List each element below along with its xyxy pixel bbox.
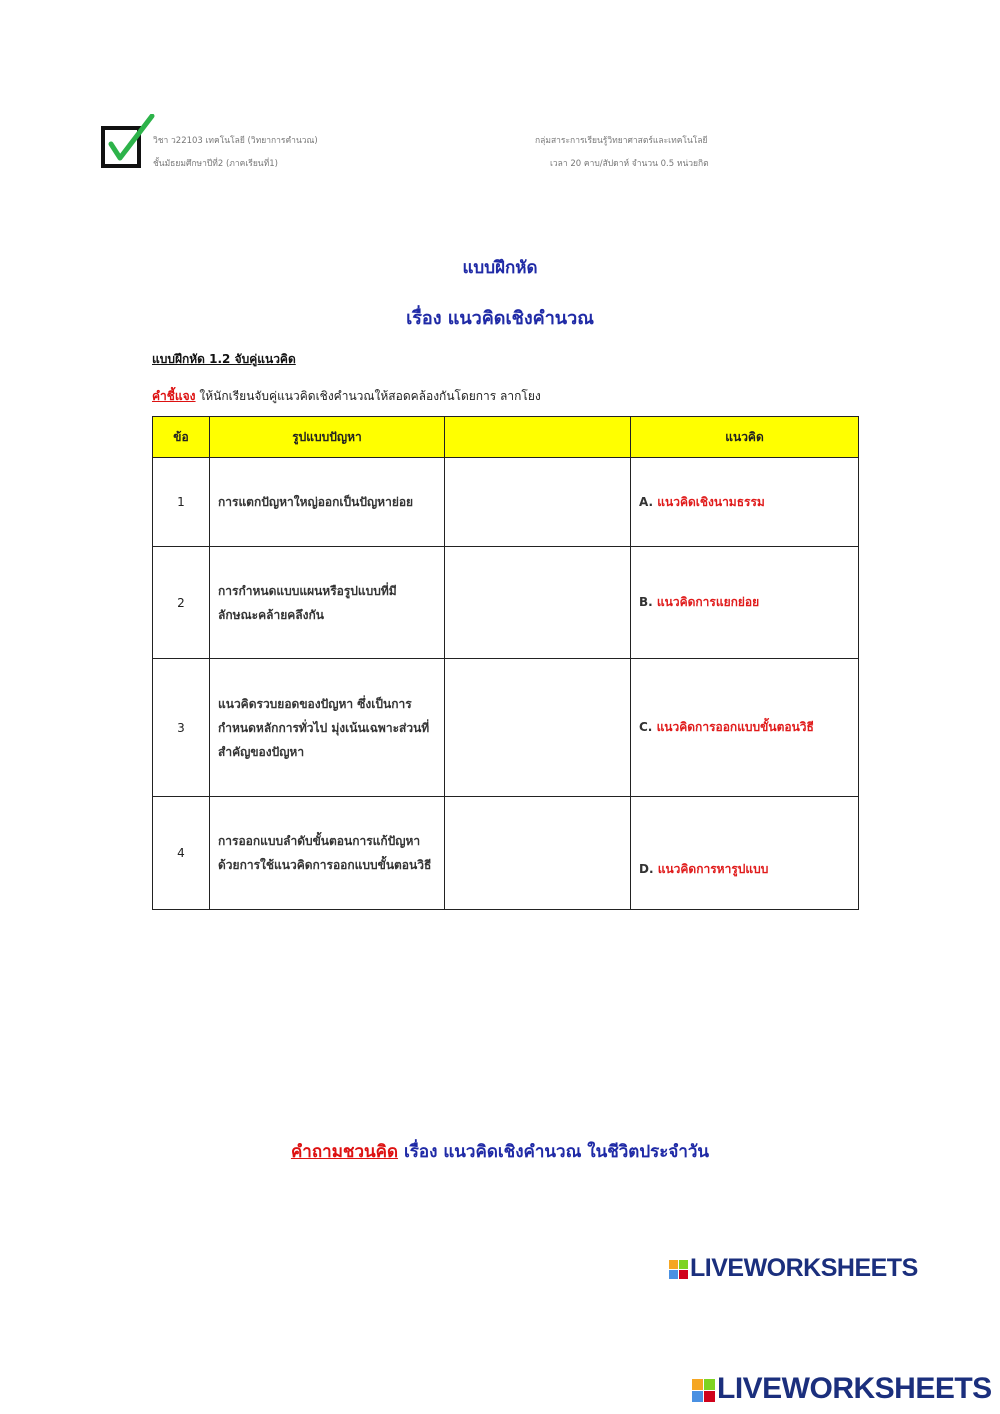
table-row xyxy=(153,458,859,547)
liveworksheets-blocks-icon xyxy=(692,1379,715,1402)
match-area[interactable] xyxy=(445,547,631,659)
liveworksheets-blocks-icon xyxy=(669,1260,688,1279)
liveworksheets-text: LIVEWORKSHEETS xyxy=(690,1254,918,1282)
concept-text: แนวคิดการแยกย่อย xyxy=(656,595,760,609)
problem-text: การกำหนดแบบแผนหรือรูปแบบที่มีลักษณะคล้ายคลึงกัน xyxy=(210,547,445,659)
concept-option[interactable] xyxy=(631,458,859,547)
liveworksheets-logo xyxy=(669,1254,918,1283)
table-row xyxy=(153,547,859,659)
table-row xyxy=(153,797,859,910)
matching-table xyxy=(152,416,859,910)
course-code: วิชา ว22103 เทคโนโลยี (วิทยาการคำนวณ) xyxy=(153,136,318,146)
subject-group: กลุ่มสาระการเรียนรู้วิทยาศาสตร์และเทคโนโลยี xyxy=(535,136,708,146)
instruction xyxy=(152,387,541,406)
problem-text: แนวคิดรวบยอดของปัญหา ซึ่งเป็นการกำหนดหลักการทั่วไป มุ่งเน้นเฉพาะส่วนที่สำคัญของปัญหา xyxy=(210,659,445,797)
header-blank xyxy=(445,417,631,458)
table-row xyxy=(153,659,859,797)
header-concept: แนวคิด xyxy=(631,417,859,458)
think-question-label: คำถามชวนคิด xyxy=(290,1142,399,1162)
page-title: แบบฝึกหัด xyxy=(462,258,538,278)
instruction-label: คำชี้แจง xyxy=(152,389,196,403)
liveworksheets-text: LIVEWORKSHEETS xyxy=(717,1372,992,1405)
row-number: 2 xyxy=(153,547,210,659)
concept-letter: A. xyxy=(639,494,654,509)
concept-letter: D. xyxy=(639,862,654,876)
concept-option[interactable] xyxy=(631,547,859,659)
concept-text: แนวคิดเชิงนามธรรม xyxy=(657,494,765,509)
table-header-row xyxy=(153,417,859,458)
match-area[interactable] xyxy=(445,458,631,547)
think-question-text: เรื่อง แนวคิดเชิงคำนวณ ในชีวิตประจำวัน xyxy=(403,1142,710,1162)
think-question xyxy=(0,1138,1000,1165)
checkbox-check-icon xyxy=(100,114,156,172)
header-problem: รูปแบบปัญหา xyxy=(210,417,445,458)
match-area[interactable] xyxy=(445,659,631,797)
exercise-label: แบบฝึกหัด 1.2 จับคู่แนวคิด xyxy=(152,352,296,366)
concept-text: แนวคิดการออกแบบขั้นตอนวิธี xyxy=(656,720,814,734)
concept-letter: B. xyxy=(639,595,653,609)
concept-text: แนวคิดการหารูปแบบ xyxy=(657,862,769,876)
header-no: ข้อ xyxy=(153,417,210,458)
row-number: 3 xyxy=(153,659,210,797)
instruction-text: ให้นักเรียนจับคู่แนวคิดเชิงคำนวณให้สอดคล้องกันโดยการ ลากโยง xyxy=(199,389,541,403)
match-area[interactable] xyxy=(445,797,631,910)
problem-text: การออกแบบลำดับขั้นตอนการแก้ปัญหาด้วยการใช้แนวคิดการออกแบบขั้นตอนวิธี xyxy=(210,797,445,910)
page-subtitle: เรื่อง แนวคิดเชิงคำนวณ xyxy=(406,308,594,329)
liveworksheets-logo-footer xyxy=(692,1372,992,1406)
concept-letter: C. xyxy=(639,720,653,734)
grade-level: ชั้นมัธยมศึกษาปีที่2 (ภาคเรียนที่1) xyxy=(153,159,278,169)
row-number: 1 xyxy=(153,458,210,547)
concept-option[interactable] xyxy=(631,797,859,910)
study-time: เวลา 20 คาบ/สัปดาห์ จำนวน 0.5 หน่วยกิต xyxy=(550,159,709,169)
row-number: 4 xyxy=(153,797,210,910)
concept-option[interactable] xyxy=(631,659,859,797)
problem-text: การแตกปัญหาใหญ่ออกเป็นปัญหาย่อย xyxy=(210,458,445,547)
